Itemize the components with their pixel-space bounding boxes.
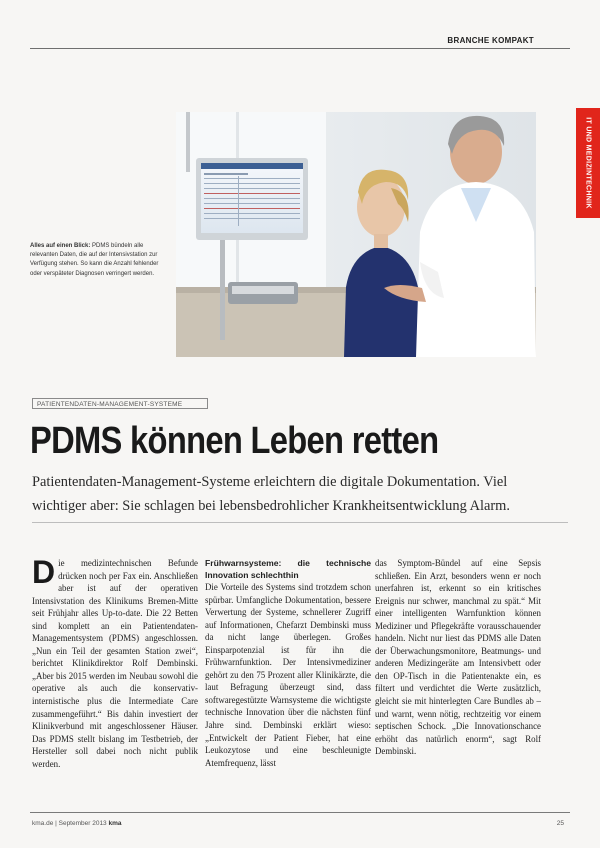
article-column-2 [205,557,371,769]
footer-issue: kma.de | September 2013 [32,820,107,827]
footer-info [32,820,122,827]
page-number: 25 [556,820,564,827]
lead-divider [32,522,568,523]
footer-rule [30,812,570,813]
column-1-text: ie medizintechnischen Befunde drücken noch per Fax ein. Anschließen aber ist auf der operativen Intensivstation des Klinikums Bremen-Mitte seit Frühjahr alles Up-to-date. Die 22 Betten sind komplett an ein Patientendaten-Managementsystem (PDMS) angeschlossen. „Nun ein Teil der gesamten Station zwei“, berichtet Klinikdirektor Rolf Dembinski. „Aber bis 2015 werden im Neubau sowohl die operative als auch die konservativ-internistische plus die Intermediate Care zusammengeführt.“ Bis dahin investiert der Klinikverbund mit angeschlossener Häuser. Das PDMS stellt bislang im Testbetrieb, der Hersteller soll dabei noch nicht publik werden. [32,558,198,769]
side-tab-label: IT UND MEDIZINTECHNIK [584,117,592,209]
article-photo [176,112,536,357]
article-overline: PATIENTENDATEN-MANAGEMENT-SYSTEME [32,398,208,409]
column-2-subheading: Frühwarnsysteme: die technische Innovation schlechthin [205,558,371,580]
section-label: BRANCHE KOMPAKT [447,36,534,45]
side-tab [576,108,600,218]
caption-text: PDMS bündeln alle relevanten Daten, die auf der Intensivstation zur Verfügung stehen. So kann die Anzahl fehlender oder verspäteter Diagnosen verringert werden. [30,243,159,277]
article-column-3 [375,557,541,758]
photo-caption [30,242,170,279]
top-rule [30,48,570,49]
column-2-text: Die Vorteile des Systems sind trotzdem schon spürbar. Umfangliche Dokumentation, bessere Verwertung der Systeme, schnellerer Zugriff auf Informationen, Chefarzt Dembinski muss da nicht lange überlegen. Großes Einsparpotenzial ist für ihn die Frühwarnfunktion. Der Intensivmediziner gehört zu den 75 Prozent aller Klinikärzte, die laut Befragung überzeugt sind, dass softwaregestützte Warnsysteme die wichtigste technische Innovation über die nächsten fünf Jahre sind. Dembinski erklärt wieso: „Entwickelt der Patient Fieber, hat eine Leukozytose und eine beschleunigte Atemfrequenz, lässt [205,582,371,768]
article-headline: PDMS können Leben retten [30,420,439,462]
footer-brand: kma [108,820,122,827]
column-3-text: das Symptom-Bündel auf eine Sepsis schließen. Ein Arzt, besonders wenn er noch unerfahren ist, erkennt so ein kritisches Ereignis nur schwer, manchmal zu spät.“ Mit einer intelligenten Warnfunktion können Mediziner und Pflegekräfte vorausschauender handeln. Nicht nur liest das PDMS alle Daten der Überwachungsmonitore, Beatmungs- und anderen Medizingeräte am Intensivbett oder den OP-Tisch in die Patientenakte ein, es filtert und verdichtet die Werte zusätzlich, gleicht sie mit hinterlegten Care Bundles ab – und warnt, wenn nötig, rechtzeitig vor einem septischen Schock. „Die Innovationschance erhöht das natürlich enorm“, sagt Rolf Dembinski. [375,558,541,757]
article-lead: Patientendaten-Management-Systeme erleichtern die digitale Dokumentation. Viel wichtiger aber: Sie schlagen bei lebensbedrohlicher Krankheitsentwicklung Alarm. [32,474,510,514]
caption-lead: Alles auf einen Blick: [30,243,91,249]
drop-cap: D [32,554,56,590]
article-column-1 [32,554,198,770]
photo-illustration [176,112,536,357]
